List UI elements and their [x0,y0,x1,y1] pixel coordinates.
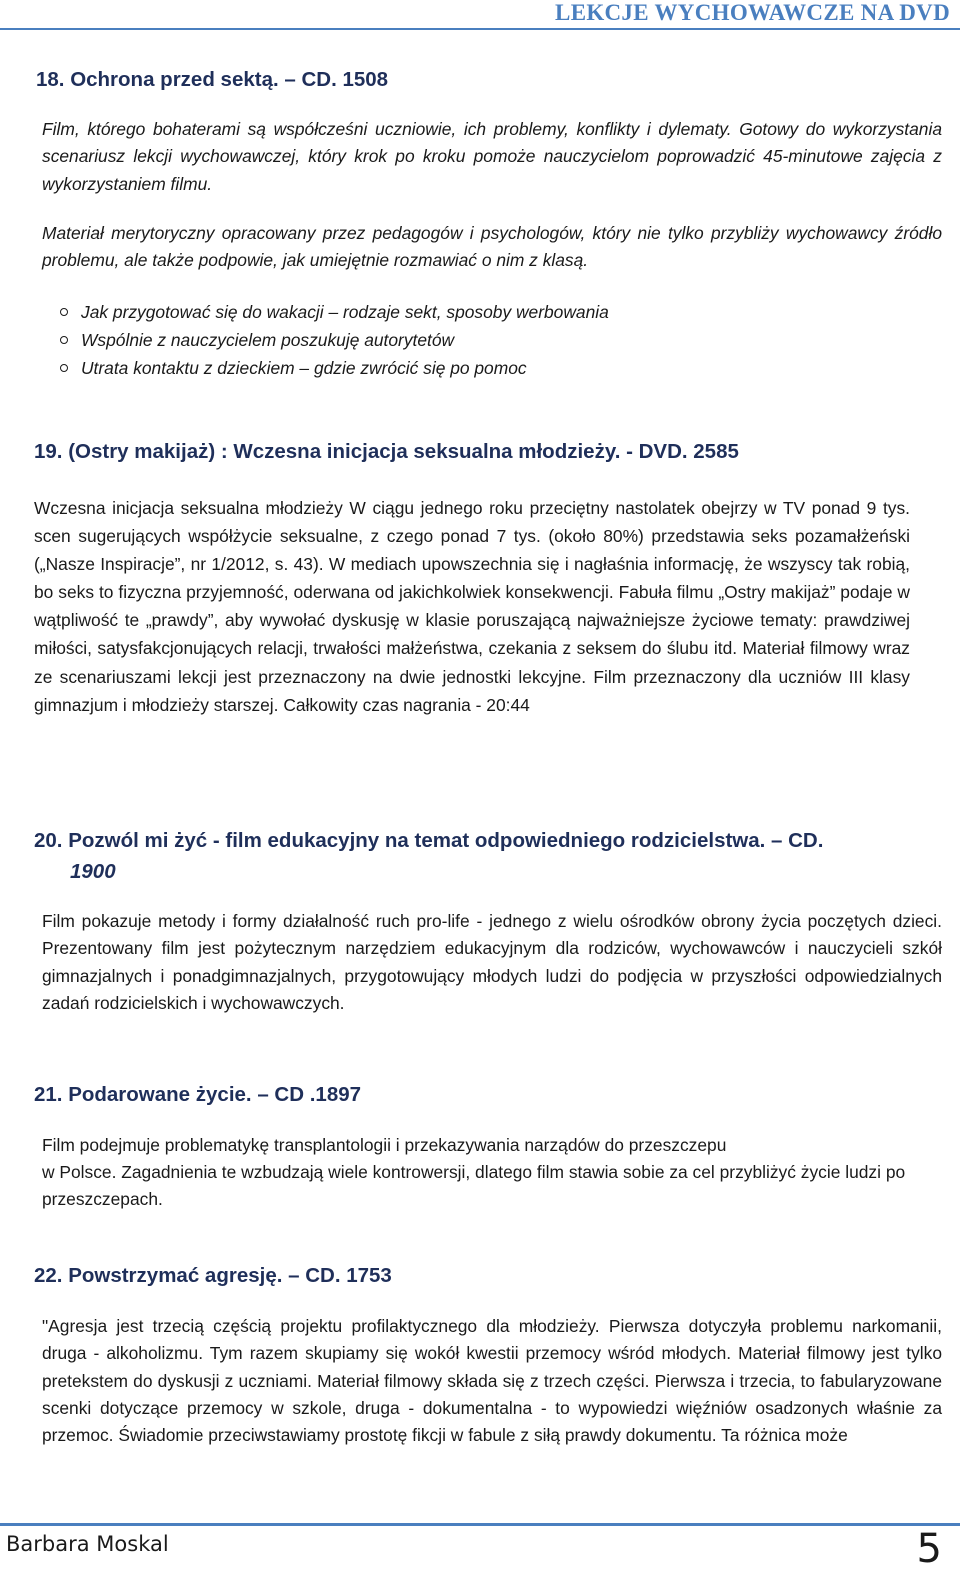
section-21-line-2: w Polsce. Zagadnienia te wzbudzają wiele kontrowersji, dlatego film stawia sobie za cel przybliżyć życie ludzi po przeszczepach. [42,1162,906,1210]
section-20-heading: 20. Pozwól mi żyć - film edukacyjny na temat odpowiedniego rodzicielstwa. – CD. [34,829,824,852]
list-item [58,354,609,382]
bullet-icon [60,364,68,372]
list-item [58,298,609,326]
section-20-paragraph: Film pokazuje metody i formy działalność ruch pro-life - jednego z wielu ośrodków obrony życia poczętych dzieci. Prezentowany film jest pożytecznym narzędziem edukacyjnym dla rodziców, wychowawców i nauczycieli szkół gimnazjalnych i ponadgimnazjalnych, przygotowujący młodych ludzi do podjęcia w przyszłości odpowiedzialnych zadań rodzicielskich i wychowawczych. [42,911,942,1013]
section-19-paragraph: Wczesna inicjacja seksualna młodzieży W ciągu jednego roku przeciętny nastolatek obejrzy w TV ponad 9 tys. scen sugerujących współżycie seksualne, z czego ponad 7 tys. (około 80%) przedstawia seks pozamałżeński („Nasze Inspiracje”, nr 1/2012, s. 43). W mediach upowszechnia się i nagłaśnia informację, że wszyscy tak robią, bo seks to fizyczna przyjemność, oderwana od jakichkolwiek konsekwencji. Fabuła filmu „Ostry makijaż” podaje w wątpliwość te „prawdy”, aby wywołać dyskusję w klasie poruszającą najważniejsze życiowe tematy: prawdziwej miłości, satysfakcjonujących relacji, trwałości małżeństwa, czekania z seksem do ślubu itd. Materiał filmowy wraz ze scenariuszami lekcji jest przeznaczony na dwie jednostki lekcyjne. Film przeznaczony dla uczniów III klasy gimnazjum i młodzieży starszej. Całkowity czas nagrania - 20:44 [34,498,910,715]
bullet-icon [60,308,68,316]
footer-rule [0,1523,960,1526]
section-22-paragraph: "Agresja jest trzecią częścią projektu profilaktycznego dla młodzieży. Pierwsza dotyczyła problemu narkomanii, druga - alkoholizmu. Tym razem skupiamy się wokół kwestii przemocy wśród młodych. Materiał filmowy jest tylko pretekstem do dyskusji z uczniami. Materiał filmowy składa się z trzech części. Pierwsza i trzecia, to fabularyzowane scenki dotyczące przemocy w szkole, druga - dokumentalna - to wypowiedzi więźniów osadzonych właśnie za przemoc. Świadomie przeciwstawiamy prostotę fikcji w fabule z siłą prawdy dokumentu. Ta różnica może [42,1316,942,1446]
bullet-text: Utrata kontaktu z dzieckiem – gdzie zwrócić się po pomoc [81,358,527,378]
section-19-heading: 19. (Ostry makijaż) : Wczesna inicjacja seksualna młodzieży. - DVD. 2585 [34,440,739,463]
section-20-heading-number: 1900 [70,860,116,883]
page-number: 5 [916,1526,942,1572]
section-21-line-1: Film podejmuje problematykę transplantologii i przekazywania narządów do przeszczepu [42,1135,727,1155]
header-title: LEKCJE WYCHOWAWCZE NA DVD [555,0,950,25]
bullet-text: Jak przygotować się do wakacji – rodzaje sekt, sposoby werbowania [81,302,609,322]
section-21-heading: 21. Podarowane życie. – CD .1897 [34,1083,362,1106]
footer-author: Barbara Moskal [6,1532,169,1556]
bullet-text: Wspólnie z nauczycielem poszukuję autorytetów [81,330,455,350]
section-18-bullet-list [58,298,609,382]
list-item [58,326,609,354]
section-18-paragraph-2: Materiał merytoryczny opracowany przez pedagogów i psychologów, który nie tylko przybliży wychowawcy źródło problemu, ale także podpowie, jak umiejętnie rozmawiać o nim z klasą. [42,223,942,271]
section-18-heading: 18. Ochrona przed sektą. – CD. 1508 [36,68,389,91]
bullet-icon [60,336,68,344]
section-22-heading: 22. Powstrzymać agresję. – CD. 1753 [34,1264,392,1287]
section-18-paragraph-1: Film, którego bohaterami są współcześni uczniowie, ich problemy, konflikty i dylematy. Gotowy do wykorzystania scenariusz lekcji wychowawczej, który krok po kroku pomoże nauczycielom poprowadzić 45-minutowe zajęcia z wykorzystaniem filmu. [42,119,942,194]
